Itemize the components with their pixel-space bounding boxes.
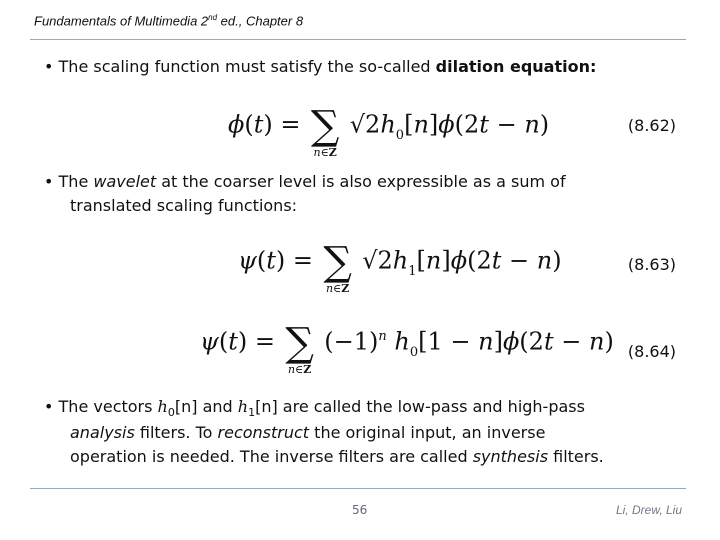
- equation-number: (8.62): [627, 116, 676, 135]
- page-number: 56: [352, 503, 368, 517]
- summation-symbol: ∑ n∈Z: [310, 103, 340, 159]
- equation-8-63: ψ(t) = ∑ n∈Z $√2h_1[n]\phi(2t - n)$: [238, 239, 562, 295]
- bullet-wavelet: • The wavelet at the coarser level is also expressible as a sum of translated scaling functions:: [44, 172, 566, 215]
- slide-header: Fundamentals of Multimedia 2nd ed., Chapter 8: [34, 13, 304, 29]
- summation-symbol: ∑ n∈Z: [285, 320, 314, 376]
- footer-authors: Li, Drew, Liu: [615, 503, 682, 517]
- bullet-dilation: • The scaling function must satisfy the so-called dilation equation:: [44, 57, 597, 76]
- bullet-filters: • The vectors $h_0[n]$ and $h_1[n]$ are called the low-pass and high-pass analysis filters. To reconstruct the original input, an inverse operation is needed. The inverse filters are called synthesis filters.: [44, 397, 604, 466]
- equation-number: (8.63): [627, 255, 676, 274]
- equation-number: (8.64): [627, 342, 676, 361]
- equation-8-64: ψ(t) = ∑ n∈Z $(-1)^n$ $h_0[1 - n]\phi(2t - n)$: [200, 320, 614, 376]
- footer-divider: [30, 488, 686, 489]
- equation-8-62: ϕ(t) = ∑ n∈Z $√2h_0[n]\phi(2t - n)$: [228, 103, 550, 159]
- header-divider: [30, 39, 686, 40]
- summation-symbol: ∑ n∈Z: [323, 239, 352, 295]
